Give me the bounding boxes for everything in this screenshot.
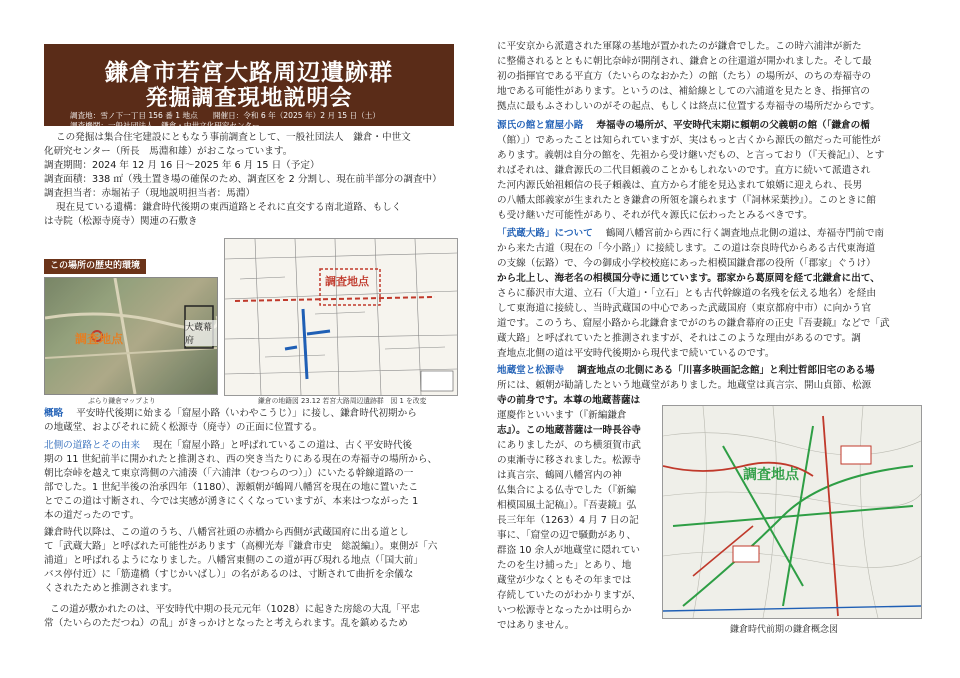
genji-lead: 寿福寺の場所が、平安時代末期に頼朝の父義朝の館（「鎌倉の楯 [596, 120, 870, 131]
body-text: の支線（伝路）で、今の御成小学校校庭にあった相模国鎌倉郡の役所（「郡家」ぐうけ） [497, 258, 876, 269]
body-text: 査地点北側の道は平安時代後期から現代まで続いているのです。 [497, 348, 775, 359]
cadastral-map-caption: 鎌倉の地籍図 23.12 若宮大路周辺遺跡群 図 1 を改変 [258, 397, 427, 405]
concept-map-caption: 鎌倉時代前期の鎌倉概念図 [730, 625, 839, 635]
body-text: 平安時代後期に始まる「窟屋小路（いわやこうじ）」に接し、鎌倉時代初期から [76, 408, 417, 419]
body-text: にありましたが、のち横須賀市武 [497, 440, 641, 451]
gaiyo-heading: 概略 [44, 408, 64, 419]
cadastral-map-label: 調査地点 [325, 275, 369, 288]
aerial-photo [44, 277, 218, 395]
body-text: 拠点に最もふさわしいのがその起点、もしくは終点に位置する寿福寺の場所だからです。 [497, 101, 880, 112]
body-text: 蔵大路」と呼ばれていたと推測されますが、それはこのような理由があるのです。調 [497, 333, 861, 344]
photo-label-bakufu: 大蔵幕府 [185, 320, 217, 346]
body-text: バス停付近）に「筋違橋（すじかいばし）」の名があるのは、寸断されて曲折を余儀な [44, 569, 414, 580]
body-text: の八幡太郎義家が生まれたとき鎌倉の所領を譲られます（『詞林采葉抄』）。このときに館 [497, 195, 876, 206]
body-text: 寺の前身です。本尊の地蔵菩薩は [497, 395, 641, 406]
title-line-1: 鎌倉市若宮大路周辺遺跡群 [105, 60, 393, 86]
body-text: 存続していたのがわかりますが、 [497, 590, 641, 601]
body-text: 部でした。1 世紀半後の治承四年（1180）、源頼朝が鶴岡八幡宮を現在の地に置いたこ [44, 482, 419, 493]
body-text: この道が敷かれたのは、平安時代中期の長元元年（1028）に起きた房総の大乱「平忠 [50, 604, 420, 615]
body-text: 本の道だったのです。 [44, 510, 140, 521]
body-text: ではありません。 [497, 620, 575, 631]
body-text: の東漸寺に移されました。松源寺 [497, 455, 641, 466]
genji-heading: 源氏の館と窟屋小路 [497, 120, 584, 131]
body-text: 相模国風土記稿』）。『吾妻鏡』弘 [497, 500, 637, 511]
body-text: 浦道」と呼ばれるようになりました。八幡宮東側のこの道が再び現れる地点（「国大前」 [44, 555, 423, 566]
intro-line: 化研究センター（所長 馬淵和雄）がおこなっています。 [44, 146, 293, 157]
body-text: 事に、「窟堂の辺で騒動があり、 [497, 530, 637, 541]
body-text: た河内源氏始祖頼信の長子頼義は、直方から才能を見込まれて娘婿に迎えられ、長男 [497, 180, 863, 191]
concept-map-drawing [663, 406, 921, 618]
body-text: くされたためと推測されます。 [44, 583, 178, 594]
body-text: 群盗 10 余人が地蔵堂に隠れてい [497, 545, 641, 556]
body-text: （館）」）であったことは知られていますが、実はもっと古くから源氏の館だった可能性が [497, 135, 881, 146]
features-line: 現在見ている遺構：鎌倉時代後期の東西道路とそれに直交する南北道路、もしく [56, 202, 402, 213]
cadastral-map-drawing [225, 239, 457, 395]
body-text: たのを生け捕った」とあり、地 [497, 560, 632, 571]
intro-line: この発掘は集合住宅建設にともなう事前調査として、一般社団法人 鎌倉・中世文 [56, 132, 411, 143]
body-text: に平安京から派遣された軍隊の基地が置かれたのが鎌倉でした。この時六浦津が新た [497, 41, 862, 52]
body-text: 運慶作といいます（『新編鎌倉 [497, 410, 627, 421]
body-text: ればそれは、鎌倉源氏の二代目頼義のことかもしれないのです。直方に続いて派遣され [497, 165, 871, 176]
cadastral-map [224, 238, 458, 396]
body-text: 鶴岡八幡宮前から西に行く調査地点北側の道は、寿福寺門前で南 [605, 228, 885, 239]
survey-meta-2: 調査機関：一般社団法人 鎌倉・中世文化研究センター [70, 121, 260, 130]
body-text: 朝比奈峠を越えて東京湾側の六浦湊（「六浦津（むつらのつ）」）にいたる幹線道路の一 [44, 468, 414, 479]
body-text: いつ松源寺となったかは明らか [497, 605, 632, 616]
body-text: は真言宗、鶴岡八幡宮内の神 [497, 470, 622, 481]
jizo-lead: 調査地点の北側にある「川喜多映画記念館」と利辻哲郎旧宅のある場 [577, 365, 875, 376]
musashi-heading: 「武蔵大路」について [497, 228, 593, 239]
kamakura-concept-map [662, 405, 922, 619]
body-text: あります。義朝は自分の館を、先祖から受け継いだもの、と言っており（『天養記』）、とす [497, 150, 885, 161]
body-text: て「武蔵大路」と呼ばれた可能性があります（高柳光寿『鎌倉市史 総説編』）。東側が「六 [44, 541, 438, 552]
body-text: 期の 11 世紀前半に開かれたと推測され、西の突き当たりにある現在の寿福寺の場所から、 [44, 454, 438, 465]
body-text: の地蔵堂、およびそれに続く松源寺（廃寺）の正面に位置する。 [44, 422, 323, 433]
body-text: から北上し、海老名の相模国分寺に通じています。郡家から葛原岡を経て北鎌倉に出て、 [497, 273, 880, 284]
body-text: 志』）。この地蔵菩薩は一時長谷寺 [497, 425, 641, 436]
features-line: は寺院（松源寺廃寺）関連の石敷き [44, 216, 198, 227]
body-text: 長三年年（1263）4 月 7 日の記 [497, 515, 639, 526]
survey-staff: 調査担当者：赤堀祐子（現地説明担当者：馬淵） [44, 188, 256, 199]
history-section-bar: この場所の歴史的環境 [44, 259, 146, 274]
body-text: さらに藤沢市大道、立石（「大道」・「立石」とも古代幹線道の名残を伝える地名）を経由 [497, 288, 876, 299]
concept-map-label: 調査地点 [743, 467, 799, 483]
body-text: から来た古道（現在の「今小路」）に接続します。この道は奈良時代からある古代東海道 [497, 243, 876, 254]
body-text: も受け継いだ可能性があり、それが代々源氏に伝わったとみるべきです。 [497, 210, 813, 221]
survey-period: 調査期間：2024 年 12 月 16 日～2025 年 6 月 15 日（予定） [44, 160, 320, 171]
aerial-photo-caption: ぶらり鎌倉マップより [88, 397, 156, 405]
body-text: 道です。このうち、窟屋小路から北鎌倉までがのちの鎌倉幕府の正史『吾妻鏡』などで「武 [497, 318, 890, 329]
title-line-2: 発掘調査現地説明会 [145, 86, 353, 111]
body-text: とでこの道は寸断され、今では実感が湧きにくくなっていますが、本来はつながった 1 [44, 496, 419, 507]
body-text: 所には、頼朝が勧請したという地蔵堂がありました。地蔵堂は真言宗、開山貞節、松源 [497, 380, 872, 391]
body-text: 蔵堂が少なくともその年までは [497, 575, 632, 586]
photo-label-site: 調査地点 [75, 332, 124, 346]
body-text: 常（たいらのただつね）の乱」がきっかけとなったと考えられます。乱を鎮めるため [44, 618, 408, 629]
body-text: 仏集合による仏寺でした（『新編 [497, 485, 637, 496]
body-text: 鎌倉時代以降は、この道のうち、八幡宮社頭の赤橋から西側が武蔵国府に出る道とし [44, 527, 409, 538]
kita-road-heading: 北側の道路とその由来 [44, 440, 140, 451]
body-text: に整備されるとともに朝比奈峠が開削され、鎌倉との往還道が開かれました。そして最 [497, 56, 872, 67]
body-text: 地である可能性があります。というのは、補給線としての六浦道を見たとき、指揮官の [497, 86, 871, 97]
jizo-heading: 地蔵堂と松源寺 [497, 365, 565, 376]
body-text: して東海道に接続し、当時武蔵国の中心であった武蔵国府（東京都府中市）に向かう官 [497, 303, 872, 314]
title-banner [44, 44, 454, 130]
body-text: 現在「窟屋小路」と呼ばれているこの道は、古く平安時代後 [153, 440, 413, 451]
body-text: 初の指揮官である平直方（たいらのなおかた）の館（たち）の場所が、のちの寿福寺の [497, 71, 872, 82]
survey-meta-1: 調査地：雪ノ下一丁目 156 番 1 地点 開催日：令和 6 年（2025 年）2 月 15 日（土） [70, 111, 380, 120]
survey-area: 調査面積：338 ㎡（残土置き場の確保のため、調査区を 2 分割し、現在前半部分の調査中） [44, 174, 442, 185]
